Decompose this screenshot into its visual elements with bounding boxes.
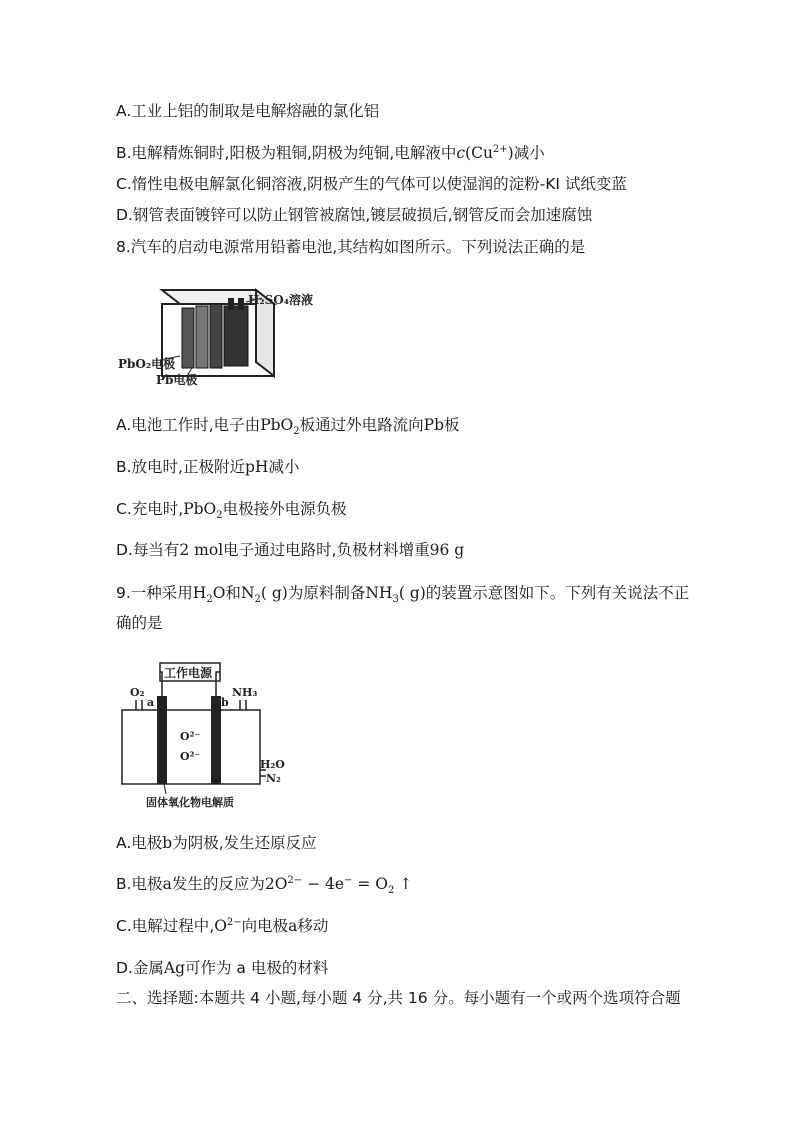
o2-label: O₂ xyxy=(130,686,145,699)
q9-option-c: C.电解过程中$,O^{2-}$向电极a移动 xyxy=(116,916,329,935)
q7-option-d: D.钢管表面镀锌可以防止钢管被腐蚀,镀层破损后,钢管反而会加速腐蚀 xyxy=(116,206,593,224)
oxide-ion-label-2: O²⁻ xyxy=(180,750,201,763)
q8-option-b: B.放电时,正极附近pH减小 xyxy=(116,458,300,476)
q8-option-a: A.电池工作时,电子由PbO$_2$板通过外电路流向Pb板 xyxy=(116,416,460,438)
power-source-label: 工作电源 xyxy=(164,666,213,680)
q8-option-c: C.充电时,PbO$_2$电极接外电源负极 xyxy=(116,500,347,522)
pbo2-electrode-label: PbO₂电极 xyxy=(118,357,176,371)
q9-stem-line1: 9.一种采用$H_2O$和$N_2$( g)为原料制备$NH_3$( g)的装置示意图如下。下列有关说法不正 xyxy=(116,584,690,606)
oxide-ion-label-1: O²⁻ xyxy=(180,730,201,743)
lead-acid-battery-figure xyxy=(116,278,336,388)
electrode-b-label: b xyxy=(221,696,229,709)
h2so4-label: H₂SO₄溶液 xyxy=(248,293,313,307)
section-2-heading: 二、选择题:本题共 4 小题,每小题 4 分,共 16 分。每小题有一个或两个选项符合题 xyxy=(116,989,681,1007)
q7-option-a: A.工业上铝的制取是电解熔融的氯化铝 xyxy=(116,102,380,120)
q9-stem-line2: 确的是 xyxy=(116,614,163,632)
q7-option-c: C.惰性电极电解氯化铜溶液,阴极产生的气体可以使湿润的淀粉-KI 试纸变蓝 xyxy=(116,175,627,193)
q9-option-b: B.电极a发生的反应为$2O^{2-} - 4e^- = O_2$ ↑ xyxy=(116,874,413,897)
electrolysis-cell-figure xyxy=(116,660,306,810)
q9-option-a: A.电极b为阴极,发生还原反应 xyxy=(116,834,317,852)
pb-electrode-label: Pb电极 xyxy=(156,373,198,387)
h2o-inlet-label: H₂O xyxy=(260,758,285,771)
q8-option-d: D.每当有2 mol电子通过电路时,负极材料增重96 g xyxy=(116,541,465,559)
electrode-a-label: a xyxy=(147,696,155,709)
n2-inlet-label: N₂ xyxy=(266,772,281,785)
q7-option-b: B.电解精炼铜时,阳极为粗铜,阴极为纯铜,电解液中$c(Cu^{2+})$减小 xyxy=(116,143,545,162)
nh3-label: NH₃ xyxy=(232,686,258,699)
electrolyte-caption: 固体氧化物电解质 xyxy=(146,796,234,809)
q9-option-d: D.金属Ag可作为 a 电极的材料 xyxy=(116,959,329,977)
q8-stem: 8.汽车的启动电源常用铅蓄电池,其结构如图所示。下列说法正确的是 xyxy=(116,238,586,256)
